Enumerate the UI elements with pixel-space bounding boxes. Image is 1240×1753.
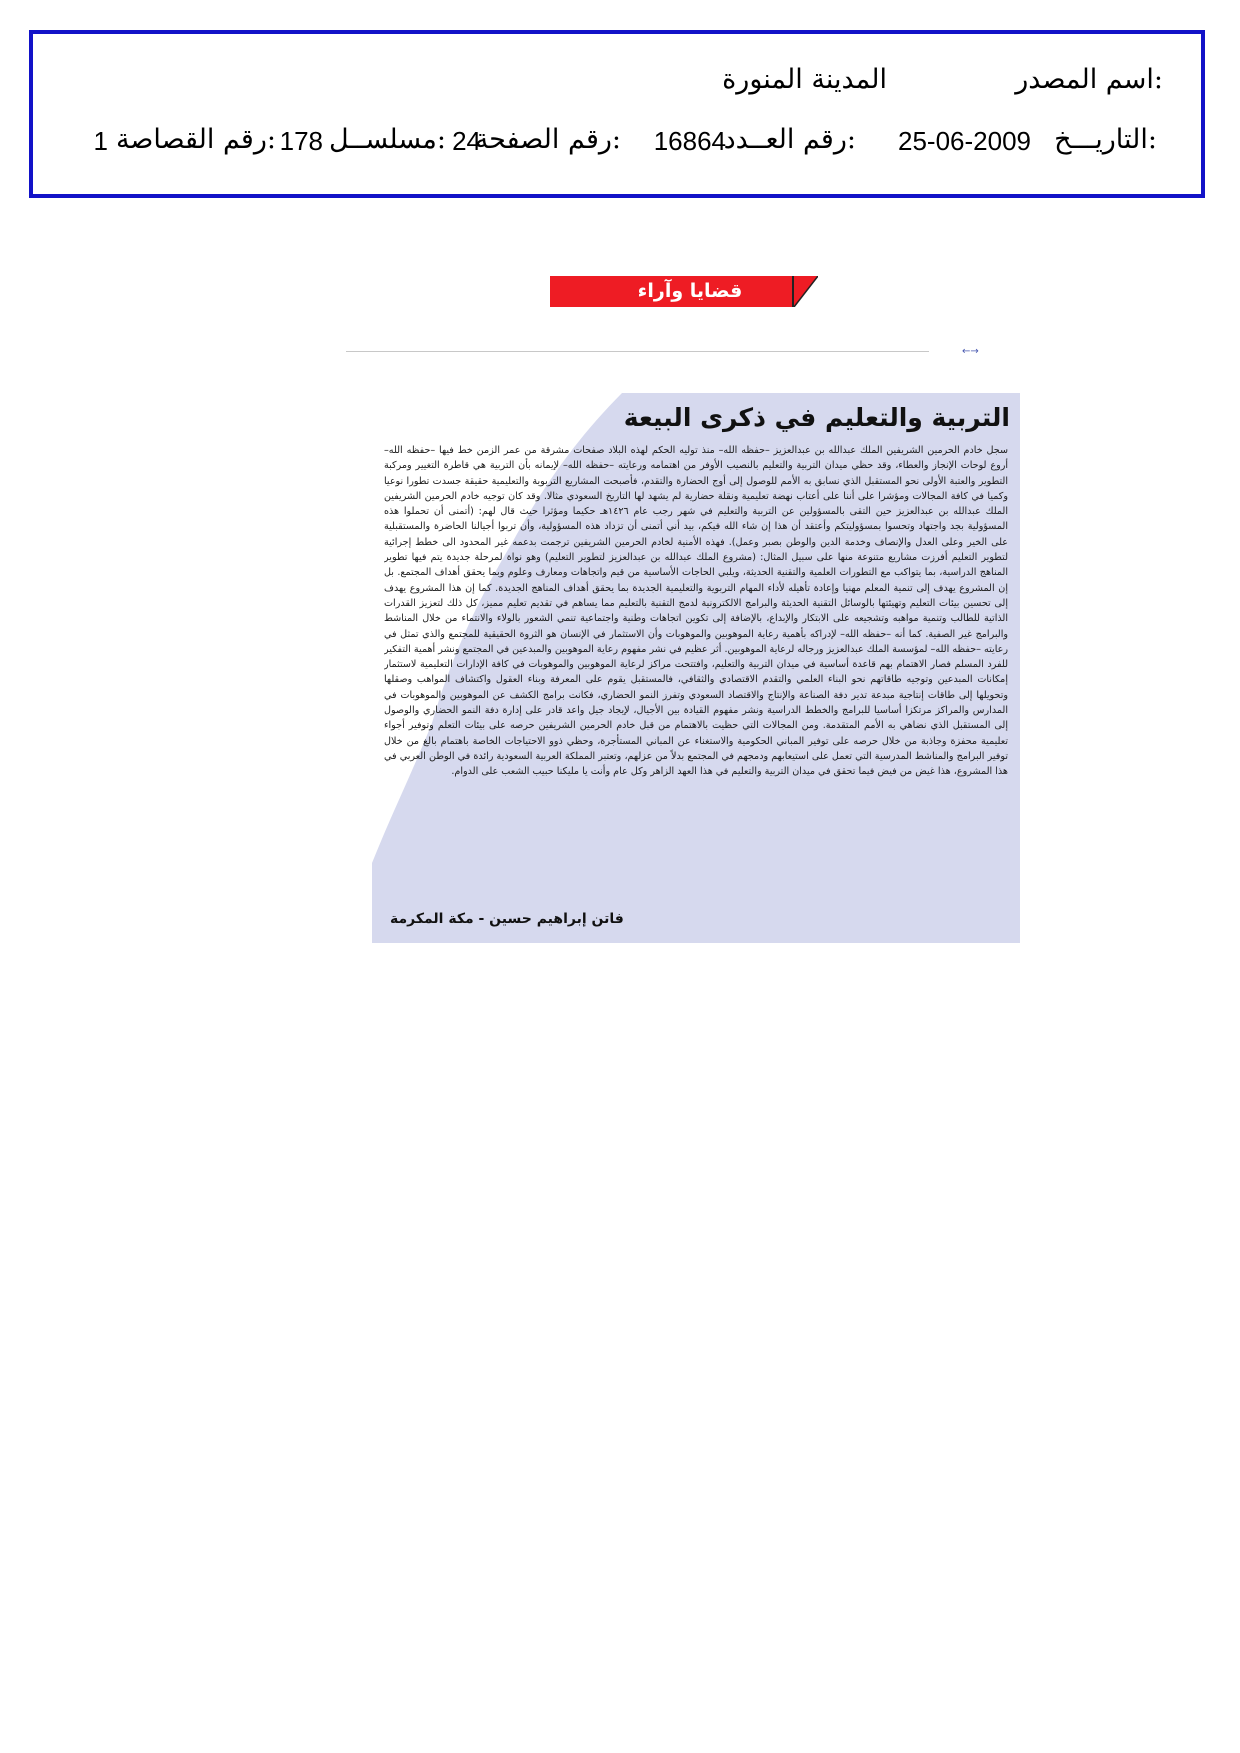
clip-label: رقم القصاصة: bbox=[115, 124, 276, 155]
date-label: التاريـــخ: bbox=[1054, 124, 1157, 155]
serial-value: 178 bbox=[279, 126, 323, 156]
banner-corner-flag bbox=[792, 276, 818, 307]
separator-rule bbox=[346, 351, 929, 352]
small-arrow-mark: ←→ bbox=[962, 346, 979, 357]
section-label: قضايا وآراء bbox=[637, 280, 743, 302]
article-byline: فاتن إبراهيم حسين - مكة المكرمة bbox=[390, 911, 624, 927]
article-body: سجل خادم الحرمين الشريفين الملك عبدالله بن عبدالعزيز –حفظه الله– منذ توليه الحكم لهذه البلاد صفحات مشرقة من عمر الزمن خط فيها –حفظه الله– أروع لوحات الإنجاز والعطاء، وقد حظي ميدان التربية والتعليم بالنصيب الأوفر من اهتمامه ورعايته –حفظه الله– لإيمانه بأن التربية هي قاطرة التغيير ومركبة التطوير والعتبة الأولى نحو المستقبل الذي نسابق به الأمم للوصول إلى أوج الحضارة والتقدم، فأصبحت المشاريع التربوية والتعليمية حقيقة جسدت تطورا نوعيا وكميا في كافة المجالات ومؤشرا على أننا على أعتاب نهضة تعليمية ونقلة حضارية لم يشهد لها التاريخ السعودي مثالا. وقد كان توجيه خادم الحرمين الشريفين الملك عبدالله بن عبدالعزيز حين التقى بالمسؤولين عن التربية والتعليم في شهر رجب عام ١٤٢٦هـ حكيما ومؤثرا حيث قال لهم: (أتمنى أن تحملوا هذه المسؤولية بجد واجتهاد وتحسوا بمسؤوليتكم وأعتقد أن هذا إن شاء الله فيكم، بيد أني أتمنى أن تزداد هذه المسؤولية، وأن تربوا أجيالنا الحاضرة والمستقبلية على الخير وعلى العدل والإنصاف وخدمة الدين والوطن بصبر وعمل). فهذه الأمنية لخادم الحرمين الشريفين ترجمت بدعمه غير المحدود الى خطط إجرائية لتطوير التعليم أفرزت مشاريع متنوعة منها على سبيل المثال: (مشروع الملك عبدالله بن عبدالعزيز لتطوير التعليم) وهو نواة لمرحلة جديدة يتم فيها تطوير المناهج الدراسية، بما يتواكب مع التطورات العلمية والتقنية الحديثة، ويلبي الحاجات الأساسية من قيم واتجاهات ومعارف وعلوم وبما يحقق أهداف المجتمع. بل إن المشروع يهدف إلى تنمية المعلم مهنيا وإعادة تأهيله لأداء المهام التربوية والتعليمية الجديدة بما يحقق أهداف المناهج الجديدة. كما إن هذا المشروع يهدف إلى تحسين بيئات التعليم وتهيئتها بالوسائل التقنية الحديثة والبرامج الالكترونية لدمج التقنية بالتعليم مما يساهم في تقديم تعليم مميز، كل ذلك لتعزيز القدرات الذاتية للطالب وتنمية مواهبه وتشجيعه على الابتكار والإبداع، بالإضافة إلى تكوين اتجاهات وطنية واجتماعية تنمي الشعور بالولاء والانتماء من خلال المناشط والبرامج غير الصفية. كما أنه –حفظه الله– لإدراكه بأهمية رعاية الموهوبين والموهوبات وأن الاستثمار في الإنسان هو الثروة الحقيقية للمجتمع والذي تمثل في رعايته –حفظه الله– لمؤسسة الملك عبدالعزيز ورجاله لرعاية الموهوبين. أثر عظيم في نشر مفهوم رعاية الموهوبين والمبدعين في المجتمع ونشر أهمية التفكير للفرد المسلم فصار الاهتمام بهم قاعدة أساسية في ميدان التربية والتعليم، وافتتحت مراكز لرعاية الموهوبين والموهوبات في كافة الإدارات التعليمية لاستثمار إمكانات المبدعين وتوجيه طاقاتهم نحو البناء العلمي والتقدم الاقتصادي والثقافي، فالمستقبل يقوم على المعرفة وبناء العقول واكتشاف المواهب وصقلها وتحويلها إلى طاقات إنتاجية مبدعة تدير دفة الصناعة والإنتاج والاقتصاد السعودي وتفرز النمو الحضاري، فكانت برامج الكشف عن الموهوبين والموهوبات في المدارس والمراكز مرتكزا أساسيا للبرامج والخطط الدراسية ونشر مفهوم القيادة بين الأجيال، لإيجاد جيل واعد قادر على إدارة دفة النمو الحضاري والوصول إلى المستقبل الذي نضاهي به الأمم المتقدمة. ومن المجالات التي حظيت بالاهتمام من قبل خادم الحرمين الشريفين حرصه على بيئات التعلم وتوفير أجواء تعليمية محفزة وجاذبة من خلال حرصه على توفير المباني الحكومية والاستغناء عن المباني المستأجرة، وحظي ذوو الاحتياجات الخاصة باهتمام بالغ من خلال توفير البرامج والمناشط المدرسية التي تعمل على استيعابهم ودمجهم في المجتمع بدلاً من عزلهم، وتعتبر المملكة العربية السعودية رائدة في الوطن العربي في هذا المشروع، هذا غيض من فيض فيما تحقق في ميدان التربية والتعليم في هذا العهد الزاهر وكل عام وأنت يا مليكنا حبيب الشعب على الدوام. bbox=[384, 445, 1008, 778]
article-clipping bbox=[372, 393, 1020, 943]
article-headline: التربية والتعليم في ذكرى البيعة bbox=[623, 403, 1010, 432]
clip-value: 1 bbox=[93, 126, 108, 156]
source-value: المدينة المنورة bbox=[722, 64, 887, 95]
issue-value: 16864 bbox=[653, 126, 726, 156]
source-label: اسم المصدر: bbox=[1015, 64, 1163, 95]
page-value: 24 bbox=[452, 126, 481, 156]
issue-label: رقم العــدد: bbox=[723, 124, 856, 155]
serial-label: مسلســل: bbox=[329, 124, 446, 155]
page-label: رقم الصفحة: bbox=[474, 124, 621, 155]
date-value: 25-06-2009 bbox=[898, 126, 1031, 156]
clipping-metadata-box bbox=[29, 30, 1205, 198]
section-banner bbox=[550, 276, 818, 307]
